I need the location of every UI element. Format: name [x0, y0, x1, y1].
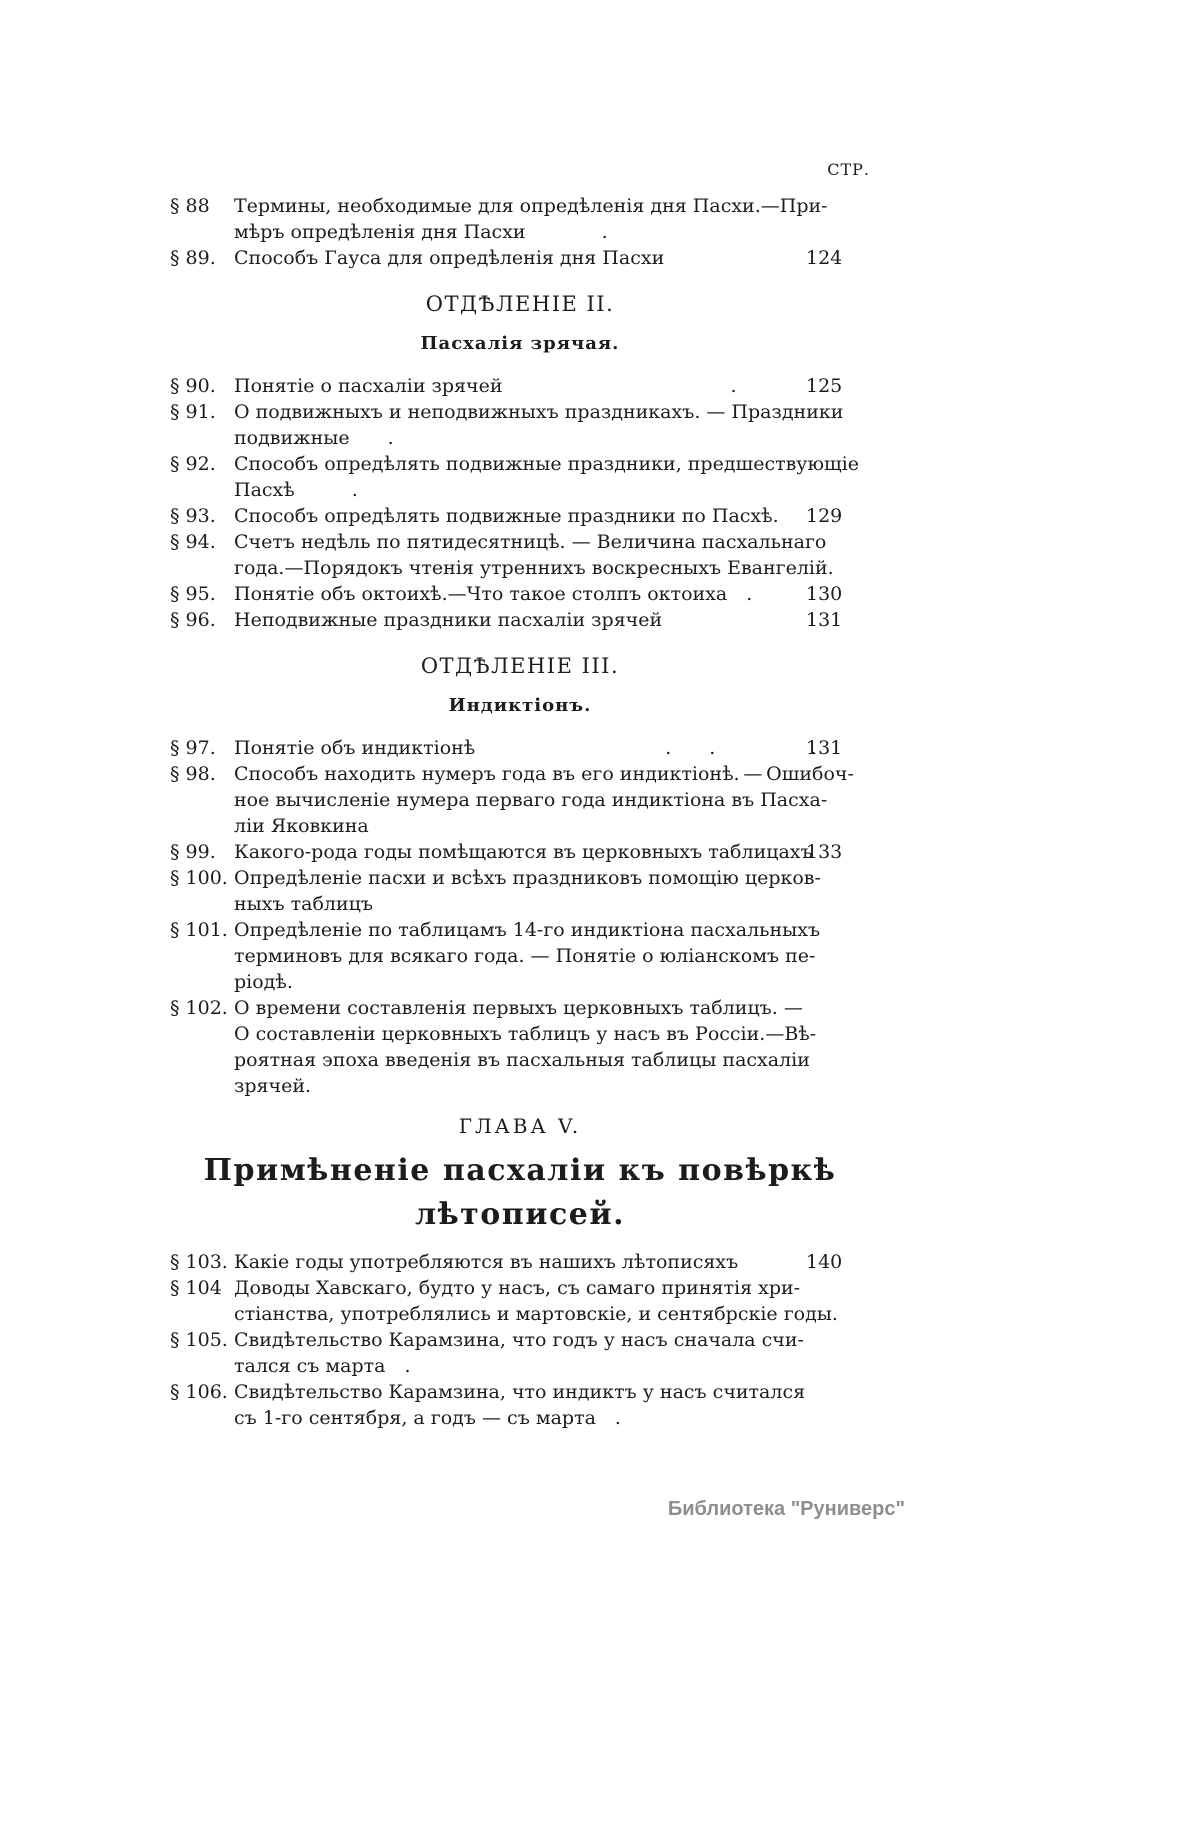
page-number-column-header: СТР.: [827, 160, 870, 179]
section-heading: [170, 291, 870, 357]
toc-entry: [170, 503, 870, 529]
section-number: § 96.: [170, 609, 216, 631]
toc-entry: [170, 245, 870, 271]
section-number: § 92.: [170, 453, 216, 475]
toc-entry-line: [170, 451, 860, 477]
section-number: § 101.: [170, 919, 228, 941]
section-number: § 89.: [170, 247, 216, 269]
toc-entry: [170, 1327, 870, 1379]
toc-entry-line: § 96. Неподвижные праздники пасхаліи зрячей 131: [170, 609, 843, 631]
toc-entry: [170, 917, 870, 995]
toc-entry-text: Способъ опредѣлять подвижные праздники, предшествующіе: [234, 453, 860, 475]
toc-entry-line: [170, 1275, 820, 1301]
toc-entry-line: § 99. Какого-рода годы помѣщаются въ церковныхъ таблицахъ 133: [170, 841, 843, 863]
toc-entry-line: ріодѣ.: [234, 971, 293, 993]
toc-entry-line: [170, 761, 854, 787]
section-subtitle: Индиктіонъ.: [448, 695, 592, 716]
library-watermark: Библиотека "Руниверс": [667, 1498, 905, 1520]
toc-entry-line: [170, 193, 828, 219]
section-number: § 95.: [170, 583, 216, 605]
toc-entry-text: Опредѣленіе пасхи и всѣхъ праздниковъ помощію церков-: [234, 867, 821, 889]
toc-entry-line: стіанства, употреблялись и мартовскіе, и сентябрскіе годы.: [234, 1303, 838, 1325]
toc-entry: [170, 193, 870, 245]
section-number: § 104: [170, 1277, 222, 1299]
toc-entry-line: роятная эпоха введенія въ пасхальныя таблицы пасхаліи: [234, 1049, 810, 1071]
toc-entry-line: ныхъ таблицъ: [234, 893, 373, 915]
toc-entry-line: [170, 917, 821, 943]
chapter-label: ГЛАВА V.: [458, 1114, 582, 1138]
toc-entry: [170, 761, 870, 839]
toc-entry-line: § 95. Понятіе объ октоихѣ.—Что такое столпъ октоиха . 130: [170, 583, 843, 605]
toc-entry-line: зрячей.: [234, 1075, 312, 1097]
toc-entry: [170, 399, 870, 451]
toc-entry-text: Способъ находить нумеръ года въ его индиктіонѣ. — Ошибоч-: [234, 763, 854, 785]
section-heading: [170, 653, 870, 719]
toc-entry-text: Счетъ недѣль по пятидесятницѣ. — Величина пасхальнаго: [234, 531, 827, 553]
section-number: § 90.: [170, 375, 216, 397]
toc-entry-text: Понятіе объ октоихѣ.—Что такое столпъ октоиха .: [234, 583, 753, 605]
table-of-contents: [170, 193, 870, 1431]
toc-entry-line: съ 1-го сентября, а годъ — съ марта .: [234, 1407, 621, 1429]
toc-entry: [170, 581, 870, 607]
toc-entry: [170, 1275, 870, 1327]
toc-entry-line: года.—Порядокъ чтенія утреннихъ воскресныхъ Евангелій.: [234, 557, 834, 579]
toc-entry-line: § 103. Какіе годы употребляются въ нашихъ лѣтописяхъ 140: [170, 1251, 843, 1273]
section-title: ОТДѢЛЕНІЕ III.: [420, 654, 620, 678]
chapter-title-line: лѣтописей.: [414, 1197, 626, 1232]
toc-entry-text: Опредѣленіе по таблицамъ 14-го индиктіона пасхальныхъ: [234, 919, 821, 941]
toc-entry-line: [170, 1327, 820, 1353]
toc-entry-text: Свидѣтельство Карамзина, что годъ у насъ сначала счи-: [234, 1329, 804, 1351]
toc-entry-line: [170, 529, 827, 555]
toc-entry-line: § 89. Способъ Гауса для опредѣленія дня Пасхи 124: [170, 247, 843, 269]
section-number: § 106.: [170, 1381, 228, 1403]
toc-entry-text: О времени составленія первыхъ церковныхъ таблицъ. —: [234, 997, 803, 1019]
toc-entry-text: Термины, необходимые для опредѣленія дня Пасхи.—При-: [234, 195, 828, 217]
toc-entry-line: § 93. Способъ опредѣлять подвижные праздники по Пасхѣ. 129: [170, 505, 843, 527]
page-content: [170, 160, 870, 1431]
toc-entry-text: О подвижныхъ и неподвижныхъ праздникахъ. — Праздники: [234, 401, 844, 423]
toc-entry: [170, 373, 870, 399]
toc-entry: [170, 1379, 870, 1431]
toc-entry-line: ное вычисленіе нумера перваго года индиктіона въ Пасха-: [234, 789, 828, 811]
section-title: ОТДѢЛЕНІЕ II.: [425, 292, 615, 316]
toc-entry-line: § 97. Понятіе объ индиктіонѣ . . . 131: [170, 737, 843, 759]
toc-entry-line: О составленіи церковныхъ таблицъ у насъ въ Россіи.—Вѣ-: [234, 1023, 817, 1045]
section-number: § 91.: [170, 401, 216, 423]
toc-entry-line: подвижные .: [234, 427, 394, 449]
chapter-title-line: Примѣненіе пасхаліи къ повѣркѣ: [203, 1153, 837, 1188]
section-number: § 94.: [170, 531, 216, 553]
toc-entry-line: [170, 995, 820, 1021]
toc-entry-text: Какіе годы употребляются въ нашихъ лѣтописяхъ: [234, 1251, 739, 1273]
toc-entry-line: ліи Яковкина: [234, 815, 369, 837]
chapter-title: [170, 1149, 870, 1237]
toc-entry-line: § 90. Понятіе о пасхаліи зрячей . 125: [170, 375, 843, 397]
toc-entry-text: Понятіе объ индиктіонѣ . . .: [234, 737, 817, 759]
toc-entry-text: Способъ опредѣлять подвижные праздники по Пасхѣ.: [234, 505, 779, 527]
toc-entry-text: Какого-рода годы помѣщаются въ церковныхъ таблицахъ: [234, 841, 813, 863]
toc-entry-line: терминовъ для всякаго года. — Понятіе о юліанскомъ пе-: [234, 945, 816, 967]
chapter-heading: [170, 1113, 870, 1237]
toc-entry-text: Способъ Гауса для опредѣленія дня Пасхи: [234, 247, 665, 269]
toc-entry-text: Доводы Хавскаго, будто у насъ, съ самаго принятія хри-: [234, 1277, 801, 1299]
section-number: § 100.: [170, 867, 228, 889]
toc-entry: [170, 1249, 870, 1275]
section-number: § 98.: [170, 763, 216, 785]
toc-entry-line: [170, 865, 821, 891]
section-number: § 103.: [170, 1251, 228, 1273]
toc-entry-line: [170, 1379, 820, 1405]
toc-entry-line: тался съ марта .: [234, 1355, 411, 1377]
toc-entry: [170, 529, 870, 581]
toc-entry-line: мѣръ опредѣленія дня Пасхи .: [234, 221, 608, 243]
section-number: § 102.: [170, 997, 228, 1019]
section-number: § 93.: [170, 505, 216, 527]
toc-entry: [170, 865, 870, 917]
toc-entry-line: Пасхѣ .: [234, 479, 358, 501]
section-number: § 88: [170, 195, 210, 217]
toc-entry: [170, 735, 870, 761]
toc-entry: [170, 451, 870, 503]
toc-entry-text: Понятіе о пасхаліи зрячей .: [234, 375, 737, 397]
section-subtitle: Пасхалія зрячая.: [420, 333, 620, 354]
toc-entry-line: [170, 399, 844, 425]
toc-entry-text: Неподвижные праздники пасхаліи зрячей: [234, 609, 663, 631]
toc-entry-text: Свидѣтельство Карамзина, что индиктъ у насъ считался: [234, 1381, 806, 1403]
section-number: § 99.: [170, 841, 216, 863]
section-number: § 97.: [170, 737, 216, 759]
section-number: § 105.: [170, 1329, 228, 1351]
toc-entry: [170, 995, 870, 1099]
toc-entry: [170, 839, 870, 865]
toc-entry: [170, 607, 870, 633]
